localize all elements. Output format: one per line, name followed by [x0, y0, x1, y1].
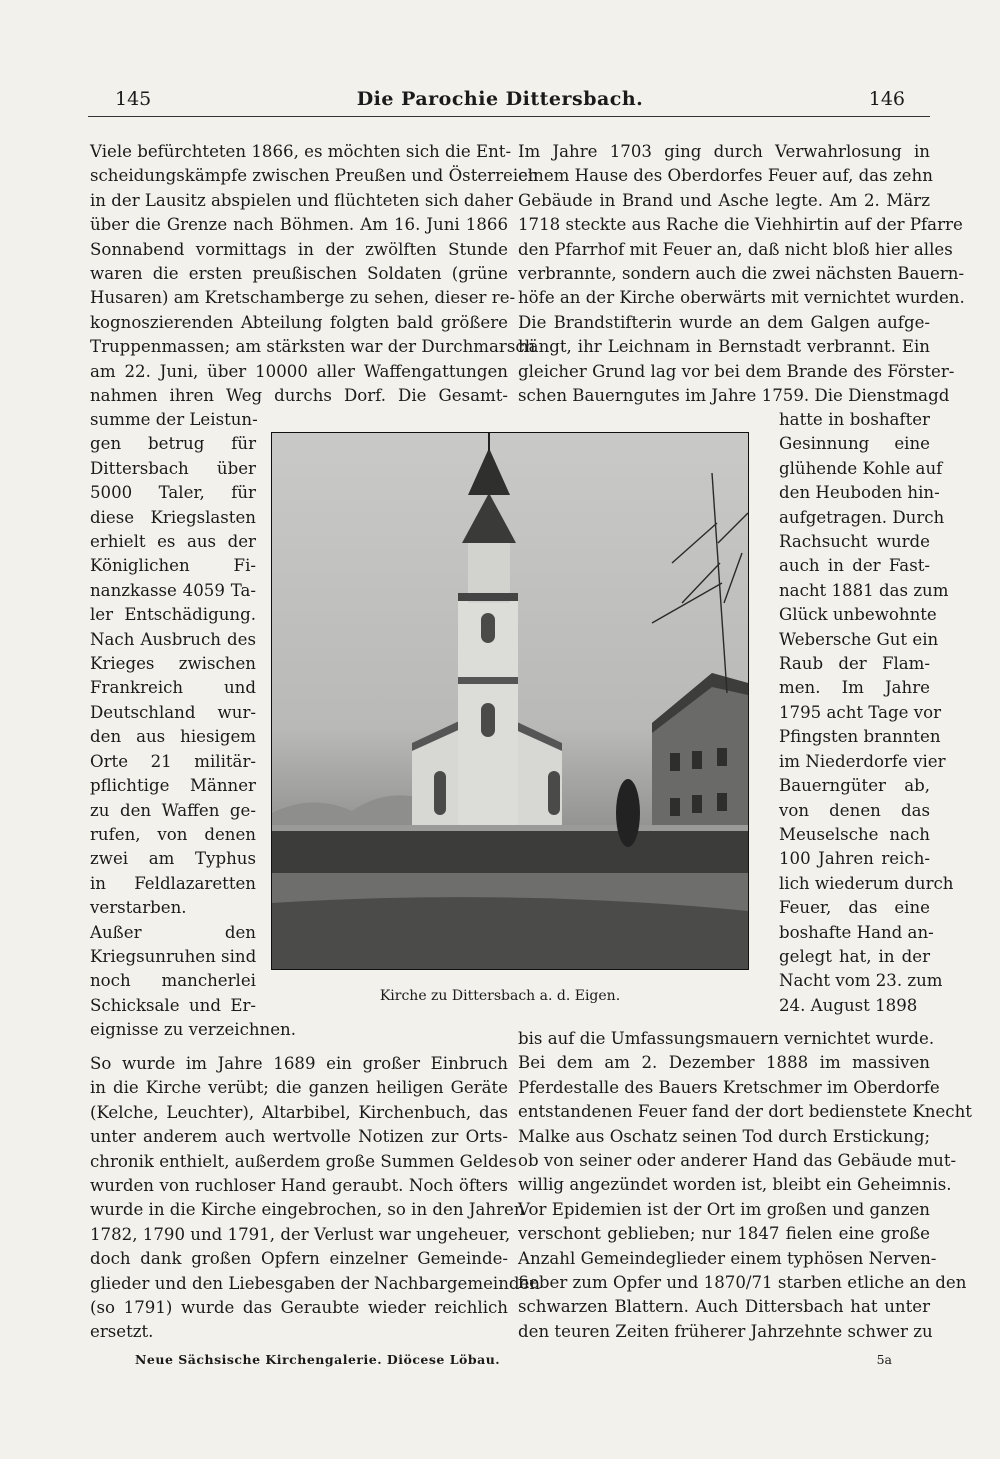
text-line: Feuer, das eine [779, 898, 930, 918]
text-line: waren die ersten preußischen Soldaten (grüne [90, 264, 508, 284]
text-line: Die Brandstifterin wurde an dem Galgen aufge- [518, 312, 930, 332]
text-line: Frankreich und [90, 678, 256, 698]
text-line: fieber zum Opfer und 1870/71 starben etliche an den [518, 1273, 967, 1293]
text-line: glieder und den Liebesgaben der Nachbargemeinden [90, 1273, 541, 1293]
text-line: kognoszierenden Abteilung folgten bald größere [90, 312, 508, 332]
left-column-top [90, 140, 539, 408]
text-line: den teuren Zeiten früherer Jahrzehnte schwer zu [518, 1321, 933, 1341]
text-line: wurde in die Kirche eingebrochen, so in den Jahren [90, 1200, 525, 1220]
text-line: am 22. Juni, über 10000 aller Waffengattungen [90, 361, 508, 381]
text-line: 5000 Taler, für [90, 483, 256, 503]
text-line: men. Im Jahre [779, 678, 930, 698]
text-line: (so 1791) wurde das Geraubte wieder reichlich [90, 1298, 508, 1318]
text-line: summe der Leistun- [90, 410, 258, 429]
text-line: willig angezündet worden ist, bleibt ein Geheimnis. [518, 1175, 952, 1195]
text-line: auch in der Fast- [779, 556, 930, 576]
text-line: Vor Epidemien ist der Ort im großen und ganzen [518, 1199, 930, 1219]
running-title: Die Parochie Dittersbach. [356, 88, 644, 110]
right-column-narrow [779, 408, 954, 1018]
text-line: doch dank großen Opfern einzelner Gemeinde- [90, 1249, 508, 1269]
text-line: diese Kriegslasten [90, 507, 256, 527]
text-line: Malke aus Oschatz seinen Tod durch Erstickung; [518, 1126, 931, 1146]
text-line: höfe an der Kirche oberwärts mit vernichtet wurden. [518, 288, 965, 308]
text-line: von denen das [779, 800, 930, 820]
text-line: ler Entschädigung. [90, 605, 256, 625]
text-line: 24. August 1898 [779, 995, 918, 1015]
text-line: in die Kirche verübt; die ganzen heiligen Geräte [90, 1078, 508, 1098]
text-line: gen betrug für [90, 434, 256, 454]
text-line: Truppenmassen; am stärksten war der Durchmarsch [90, 337, 536, 357]
text-line: zwei am Typhus [90, 849, 256, 869]
page-number-left: 145 [115, 88, 152, 110]
text-line: im Niederdorfe vier [779, 751, 946, 771]
text-line: gelegt hat, in der [779, 946, 930, 966]
text-line: Gesinnung eine [779, 434, 930, 454]
text-line: noch mancherlei [90, 971, 256, 991]
text-line: Deutschland wur- [90, 702, 256, 722]
header-rule [88, 116, 930, 117]
text-line: in Feldlazaretten [90, 873, 256, 893]
text-line: boshafte Hand an- [779, 922, 934, 942]
text-line: hatte in boshafter [779, 410, 930, 429]
text-line: unter anderem auch wertvolle Notizen zur Orts- [90, 1127, 508, 1147]
photo-caption: Kirche zu Dittersbach a. d. Eigen. [379, 988, 621, 1004]
footer-right: 5a [876, 1352, 892, 1367]
text-line: ob von seiner oder anderer Hand das Gebäude mut- [518, 1151, 957, 1171]
text-line: verstarben. [90, 898, 187, 918]
text-line: erhielt es aus der [90, 532, 256, 552]
text-line: Meuselsche nach [779, 824, 930, 844]
text-line: verschont geblieben; nur 1847 fielen eine große [518, 1224, 930, 1244]
text-line: ersetzt. [90, 1322, 154, 1342]
text-line: Außer den [90, 922, 256, 942]
text-line: Im Jahre 1703 ging durch Verwahrlosung in [518, 142, 930, 161]
text-line: Rachsucht wurde [779, 532, 930, 552]
text-line: Krieges zwischen [90, 654, 256, 674]
text-line: Dittersbach über [90, 458, 256, 478]
footer-left: Neue Sächsische Kirchengalerie. Diöcese Löbau. [135, 1352, 501, 1367]
text-line: Königlichen Fi- [90, 556, 256, 576]
text-line: Bei dem am 2. Dezember 1888 im massiven [518, 1053, 930, 1073]
text-line: nanzkasse 4059 Ta- [90, 580, 256, 600]
right-column-top [518, 140, 965, 408]
text-line: Sonnabend vormittags in der zwölften Stunde [90, 239, 508, 259]
text-line: Glück unbewohnte [779, 605, 937, 625]
text-line: aufgetragen. Durch [779, 507, 945, 527]
text-line: nahmen ihren Weg durchs Dorf. Die Gesamt- [90, 386, 508, 406]
text-line: glühende Kohle auf [779, 458, 943, 478]
text-line: den aus hiesigem [90, 727, 256, 747]
text-line: Husaren) am Kretschamberge zu sehen, dieser re- [90, 288, 516, 308]
text-line: 1718 steckte aus Rache die Viehhirtin auf der Pfarre [518, 215, 963, 235]
text-line: Schicksale und Er- [90, 995, 256, 1015]
text-line: (Kelche, Leuchter), Altarbibel, Kirchenbuch, das [90, 1102, 508, 1122]
text-line: zu den Waffen ge- [90, 800, 256, 820]
text-line: lich wiederum durch [779, 873, 954, 893]
text-line: 100 Jahren reich- [779, 849, 930, 869]
text-line: So wurde im Jahre 1689 ein großer Einbruch [90, 1054, 508, 1073]
right-column-bottom [518, 1027, 972, 1344]
text-line: einem Hause des Oberdorfes Feuer auf, das zehn [518, 166, 933, 186]
text-line: nacht 1881 das zum [779, 580, 949, 600]
text-line: verbrannte, sondern auch die zwei nächsten Bauern- [518, 264, 965, 284]
text-line: scheidungskämpfe zwischen Preußen und Österreich [90, 166, 539, 186]
text-line: schen Bauerngutes im Jahre 1759. Die Dienstmagd [518, 386, 950, 406]
church-photograph [271, 432, 749, 970]
text-line: wurden von ruchloser Hand geraubt. Noch öfters [90, 1176, 508, 1196]
left-column-narrow [90, 408, 297, 1043]
page-number-right: 146 [868, 88, 905, 110]
text-line: entstandenen Feuer fand der dort bedienstete Knecht [518, 1102, 972, 1122]
text-line: gleicher Grund lag vor bei dem Brande des Förster- [518, 361, 955, 381]
text-line: pflichtige Männer [90, 776, 256, 796]
text-line: rufen, von denen [90, 824, 256, 844]
text-line: Bauerngüter ab, [779, 776, 930, 796]
left-column-bottom [90, 1052, 541, 1345]
text-line: Viele befürchteten 1866, es möchten sich die Ent- [90, 142, 512, 161]
text-line: schwarzen Blattern. Auch Dittersbach hat unter [518, 1297, 930, 1317]
text-line: Raub der Flam- [779, 654, 930, 674]
text-line: eignisse zu verzeichnen. [90, 1020, 297, 1040]
text-line: chronik enthielt, außerdem große Summen Geldes [90, 1151, 517, 1171]
text-line: Pfingsten brannten [779, 727, 941, 747]
text-line: hängt, ihr Leichnam in Bernstadt verbrannt. Ein [518, 337, 930, 357]
text-line: Nacht vom 23. zum [779, 971, 943, 991]
text-line: in der Lausitz abspielen und flüchteten sich daher [90, 190, 513, 210]
text-line: den Heuboden hin- [779, 483, 940, 503]
text-line: Pferdestalle des Bauers Kretschmer im Oberdorfe [518, 1077, 940, 1097]
text-line: Nach Ausbruch des [90, 629, 256, 649]
text-line: 1795 acht Tage vor [779, 702, 942, 722]
text-line: Webersche Gut ein [779, 629, 939, 649]
text-line: den Pfarrhof mit Feuer an, daß nicht bloß hier alles [518, 239, 953, 259]
text-line: Kriegsunruhen sind [90, 946, 257, 966]
church-illustration [272, 433, 748, 969]
text-line: über die Grenze nach Böhmen. Am 16. Juni 1866 [90, 215, 508, 235]
text-line: 1782, 1790 und 1791, der Verlust war ungeheuer, [90, 1224, 511, 1244]
text-line: Anzahl Gemeindeglieder einem typhösen Nerven- [518, 1248, 937, 1268]
text-line: bis auf die Umfassungsmauern vernichtet wurde. [518, 1029, 935, 1048]
text-line: Gebäude in Brand und Asche legte. Am 2. März [518, 190, 930, 210]
text-line: Orte 21 militär- [90, 751, 256, 771]
